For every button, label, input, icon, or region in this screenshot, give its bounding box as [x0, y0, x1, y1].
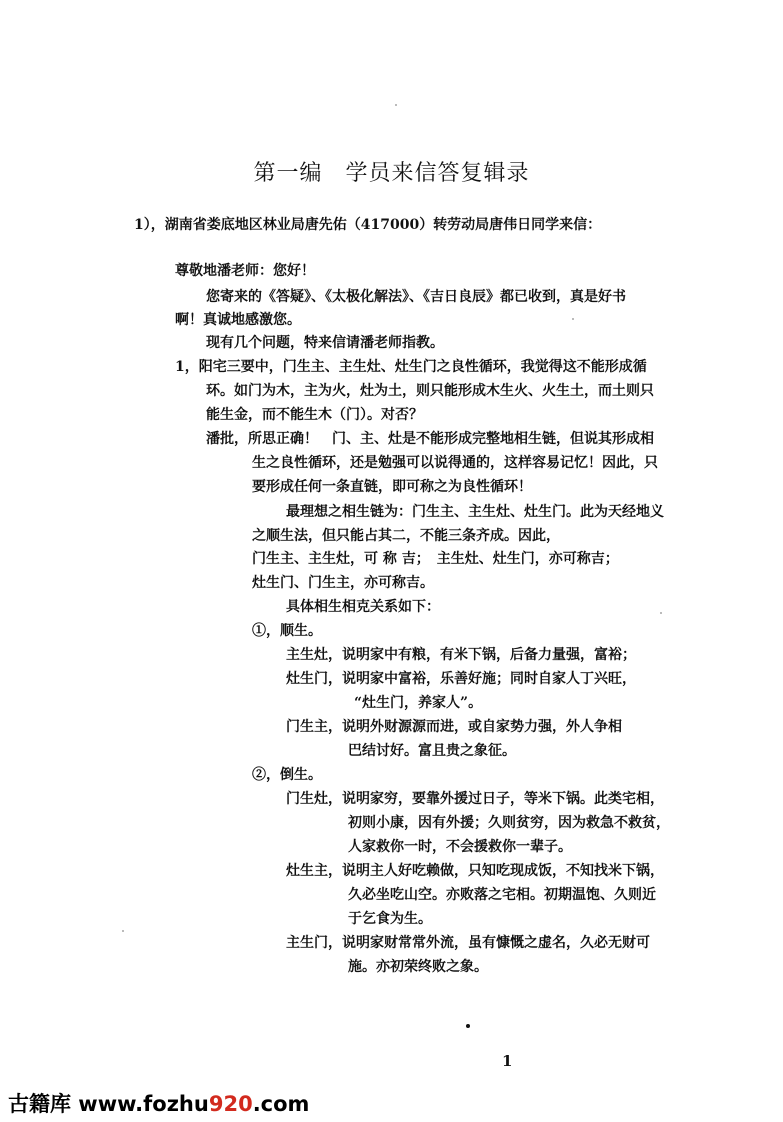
letter-heading: 1），湖南省娄底地区林业局唐先佑（417000）转劳动局唐伟日同学来信： [134, 217, 602, 233]
answer-line: 灶生门、门生主，亦可称吉。 [252, 575, 434, 591]
scan-speck [572, 318, 574, 320]
section-heading: ②，倒生。 [252, 767, 322, 783]
relation-line: 主生灶，说明家中有粮，有米下锅，后备力量强，富裕； [286, 647, 636, 663]
answer-line: 最理想之相生链为：门生主、主生灶、灶生门。此为天经地义 [286, 504, 664, 520]
relation-line: 巴结讨好。富且贵之象征。 [348, 743, 516, 759]
answer-line: 要形成任何一条直链，即可称之为良性循环！ [252, 479, 532, 495]
scan-speck [660, 612, 662, 614]
question-line: 1，阳宅三要中，门生主、主生灶、灶生门之良性循环，我觉得这不能形成循 [175, 359, 647, 375]
greeting: 尊敬地潘老师：您好！ [175, 263, 315, 279]
relation-line: 门生灶，说明家穷，要靠外援过日子，等米下锅。此类宅相， [286, 791, 664, 807]
relation-line: 初则小康，因有外援；久则贫穷，因为救急不救贫， [348, 815, 670, 831]
paragraph-line: 啊！真诚地感激您。 [175, 312, 301, 328]
relation-line: 施。亦初荣终败之象。 [348, 959, 488, 975]
watermark-prefix: 古籍库 www.fozhu [8, 1092, 209, 1116]
scan-speck [122, 930, 124, 932]
relation-line: 灶生主，说明主人好吃赖做，只知吃现成饭，不知找米下锅， [286, 863, 664, 879]
question-line: 环。如门为木，主为火，灶为土，则只能形成木生火、火生土，而土则只 [206, 383, 654, 399]
site-watermark [8, 1088, 309, 1118]
page-number: 1 [502, 1052, 513, 1070]
relation-line: “灶生门，养家人”。 [354, 695, 483, 711]
answer-line: 潘批，所思正确！ 门、主、灶是不能形成完整地相生链，但说其形成相 [206, 431, 654, 447]
section-heading: ①，顺生。 [252, 623, 322, 639]
watermark-number: 920 [208, 1092, 253, 1116]
paragraph-line: 现有几个问题，特来信请潘老师指教。 [206, 335, 444, 351]
paragraph-line: 您寄来的《答疑》、《太极化解法》、《吉日良辰》都已收到，真是好书 [206, 289, 626, 305]
relation-line: 门生主，说明外财源源而进，或自家势力强，外人争相 [286, 719, 622, 735]
page-title: 第一编 学员来信答复辑录 [253, 161, 530, 186]
scan-speck [395, 104, 397, 106]
relation-line: 灶生门，说明家中富裕，乐善好施；同时自家人丁兴旺， [286, 671, 636, 687]
answer-line: 之顺生法，但只能占其二，不能三条齐成。因此， [252, 528, 560, 544]
relation-line: 主生门，说明家财常常外流，虽有慷慨之虚名，久必无财可 [286, 935, 650, 951]
relation-line: 久必坐吃山空。亦败落之宅相。初期温饱、久则近 [348, 887, 656, 903]
ink-dot [466, 1024, 470, 1028]
relation-line: 于乞食为生。 [348, 911, 432, 927]
watermark-suffix: .com [252, 1092, 310, 1116]
answer-line: 具体相生相克关系如下： [286, 599, 440, 615]
answer-line: 生之良性循环，还是勉强可以说得通的，这样容易记忆！因此，只 [252, 455, 658, 471]
question-line: 能生金，而不能生木（门）。对否？ [206, 407, 423, 423]
answer-line: 门生主、主生灶，可 称 吉； 主生灶、灶生门，亦可称吉； [252, 551, 619, 567]
relation-line: 人家救你一时，不会援救你一辈子。 [348, 839, 572, 855]
